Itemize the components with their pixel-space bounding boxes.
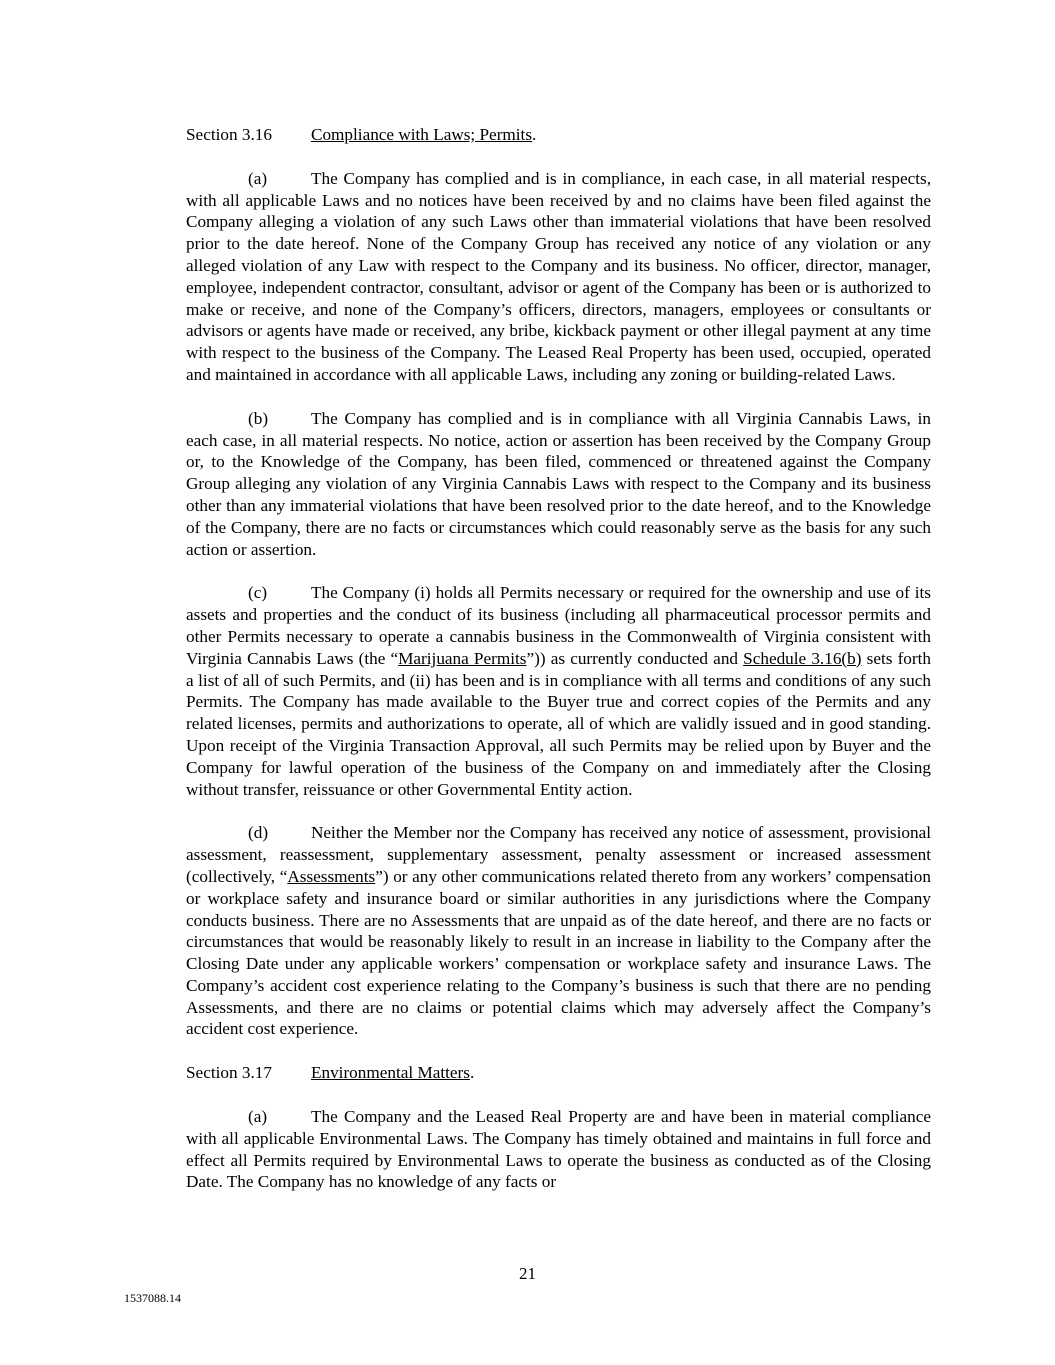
paragraph-marker: (b) [248, 408, 269, 428]
paragraph-marker: (a) [248, 1107, 268, 1127]
section-title-period: . [532, 125, 537, 144]
defined-term-assessments: Assessments [287, 866, 376, 886]
paragraph-marker: (d) [248, 823, 269, 843]
page-number: 21 [519, 1264, 536, 1283]
paragraph-text-part-3: sets forth a list of all of such Permits, and (ii) has been and is in compliance with all terms and conditions of any such Permits. The Company has made available to the Buyer true and correct copies of the Permits and any related licenses, permits and authorizations to operate, all of which are validly issued and in good standing. Upon receipt of the Virginia Transaction Approval, all such Permits may be relied upon by Buyer and the Company for lawful operation of the business of the Company on and immediately after the Closing without transfer, reissuance or other Governmental Entity action. [186, 648, 931, 799]
paragraph-text-part-2: ”) or any other communications related thereto from any workers’ compensation or workplace safety and insurance board or similar authorities in any jurisdictions where the Company conducts business. There are no Assessments that are unpaid as of the date hereof, and there are no facts or circumstances that would be reasonably likely to result in an increase in liability to the Company after the Closing Date under any applicable workers’ compensation or workplace safety and insurance Laws. The Company’s accident cost experience relating to the Company’s business is such that there are no pending Assessments, and there are no claims or potential claims which may adversely affect the Company’s accident cost experience. [186, 866, 931, 1039]
paragraph-3-16-b [186, 408, 931, 561]
section-title-period: . [469, 1063, 475, 1083]
paragraph-3-16-c [186, 582, 931, 800]
paragraph-text-part-2: ”)) as currently conducted and [526, 648, 744, 668]
defined-term-marijuana-permits: Marijuana Permits [398, 648, 527, 668]
section-3-17-heading [186, 1062, 931, 1084]
paragraph-marker: (c) [248, 583, 268, 603]
paragraph-3-17-a [186, 1106, 931, 1193]
section-3-16-heading [186, 124, 931, 146]
paragraph-text: The Company has complied and is in compliance with all Virginia Cannabis Laws, in each case, in all material respects. No notice, action or assertion has been received by the Company Group or, to the Knowledge of the Company, has been filed, commenced or threatened against the Company Group alleging any violation of any Virginia Cannabis Laws with respect to the Company and its business other than any immaterial violations that have been resolved prior to the date hereof, and to the Knowledge of the Company, there are no facts or circumstances which could reasonably serve as the basis for any such action or assertion. [186, 408, 931, 559]
section-title: Environmental Matters [311, 1063, 470, 1083]
section-title: Compliance with Laws; Permits [311, 125, 533, 144]
document-id: 1537088.14 [124, 1291, 181, 1305]
page-body [186, 124, 931, 1215]
paragraph-3-16-d [186, 822, 931, 1040]
paragraph-text: The Company and the Leased Real Property are and have been in material compliance with all applicable Environmental Laws. The Company has timely obtained and maintains in full force and effect all Permits required by Environmental Laws to operate the business as conducted as of the Closing Date. The Company has no knowledge of any facts or [186, 1107, 931, 1192]
schedule-reference: Schedule 3.16(b) [743, 648, 862, 668]
section-number: Section 3.16 [186, 125, 272, 144]
section-number: Section 3.17 [186, 1063, 272, 1083]
paragraph-text: The Company has complied and is in compliance, in each case, in all material respects, with all applicable Laws and no notices have been received by and no claims have been filed against the Company alleging a violation of any such Laws other than immaterial violations that have been resolved prior to the date hereof. None of the Company Group has received any notice of any violation or any alleged violation of any Law with respect to the Company and its business. No officer, director, manager, employee, independent contractor, consultant, advisor or agent of the Company has been or is authorized to make or receive, and none of the Company’s officers, directors, managers, employees or consultants or advisors or agents have made or received, any bribe, kickback payment or other illegal payment at any time with respect to the business of the Company. The Leased Real Property has been used, occupied, operated and maintained in accordance with all applicable Laws, including any zoning or building-related Laws. [186, 168, 931, 384]
paragraph-text-part-1: Neither the Member nor the Company has received any notice of assessment, provisional assessment, reassessment, supplementary assessment, penalty assessment or increased assessment (collectively, “ [186, 823, 931, 886]
paragraph-3-16-a [186, 168, 931, 386]
paragraph-marker: (a) [248, 168, 268, 188]
paragraph-text-part-1: The Company (i) holds all Permits necessary or required for the ownership and use of its assets and properties and the conduct of its business (including all pharmaceutical processor permits and other Permits necessary to operate a cannabis business in the Commonwealth of Virginia consistent with Virginia Cannabis Laws (the “ [186, 583, 931, 668]
